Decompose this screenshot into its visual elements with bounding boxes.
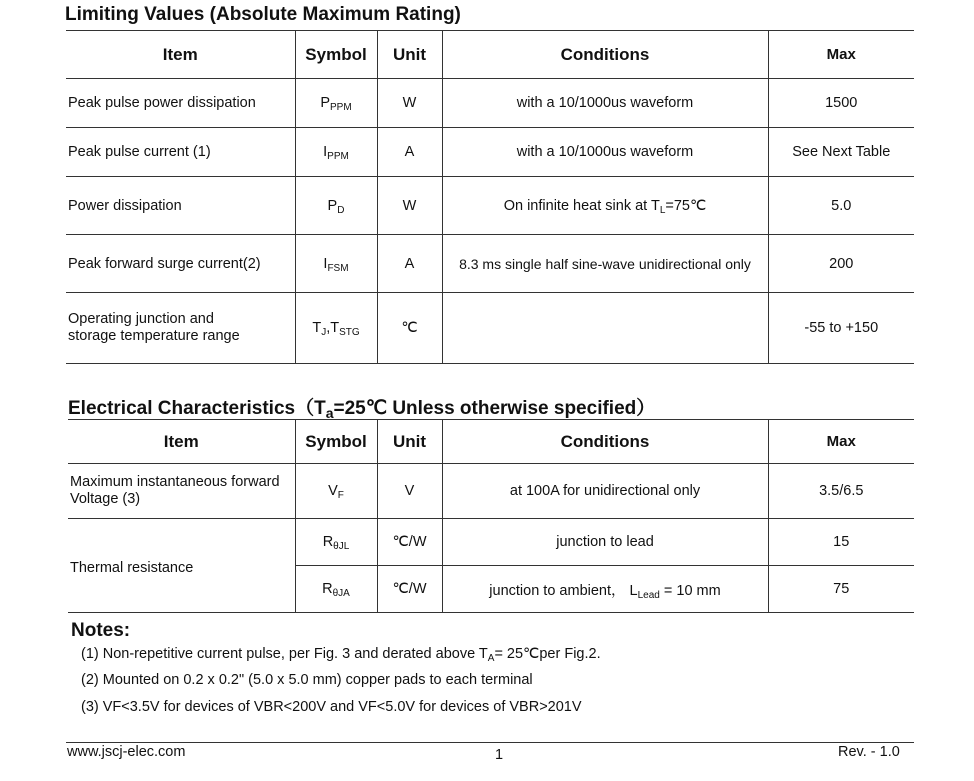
table-row (68, 519, 914, 566)
conditions-cell (442, 293, 768, 364)
symbol-cell: $P_D$ (295, 177, 377, 235)
item-cell: Maximum instantaneous forward Voltage (3) (70, 474, 280, 507)
max-cell: -55 to +150 (768, 293, 914, 364)
max-cell: 5.0 (768, 177, 914, 235)
limiting-table (66, 30, 914, 364)
unit-cell: ℃/W (377, 519, 442, 566)
unit-cell: W (377, 177, 442, 235)
limiting-title: Limiting Values (Absolute Maximum Rating) (65, 4, 461, 25)
col-header-conditions: Conditions (442, 420, 768, 464)
footer-rule (66, 742, 914, 743)
note-2: (2) Mounted on 0.2 x 0.2" (5.0 x 5.0 mm) copper pads to each terminal (81, 672, 533, 688)
item-cell: Thermal resistance (70, 559, 194, 576)
symbol-cell: $I_{FSM}$ (295, 235, 377, 293)
symbol-cell: $R_{\theta JL}$ (295, 519, 377, 566)
col-header-symbol: Symbol (295, 31, 377, 79)
conditions-cell: at 100A for unidirectional only (442, 464, 768, 519)
note-3: (3) VF<3.5V for devices of VBR<200V and VF<5.0V for devices of VBR>201V (81, 699, 582, 715)
electrical-table (68, 419, 914, 613)
col-header-symbol: Symbol (295, 420, 377, 464)
item-cell: Operating junction and storage temperature range (68, 311, 240, 344)
page-number: 1 (495, 747, 504, 763)
item-cell: Peak forward surge current(2) (68, 255, 261, 272)
table-row (66, 177, 914, 235)
col-header-item: Item (162, 44, 198, 64)
unit-cell: W (377, 79, 442, 128)
table-row (66, 293, 914, 364)
item-cell: Peak pulse current (1) (68, 144, 211, 160)
conditions-cell: junction to ambient， $L_{Lead} = 10$ mm (442, 566, 768, 613)
col-header-conditions: Conditions (442, 31, 768, 79)
table-row (66, 235, 914, 293)
max-cell: 3.5/6.5 (768, 464, 914, 519)
footer-website: www.jscj-elec.com (67, 744, 186, 760)
max-cell: See Next Table (768, 128, 914, 177)
col-header-unit: Unit (377, 31, 442, 79)
unit-cell: ℃ (377, 293, 442, 364)
conditions-cell: On infinite heat sink at $T_L=75℃$ (442, 177, 768, 235)
unit-cell: V (377, 464, 442, 519)
col-header-item: Item (163, 431, 199, 451)
max-cell: 15 (768, 519, 914, 566)
max-cell: 75 (768, 566, 914, 613)
symbol-cell: $R_{\theta JA}$ (295, 566, 377, 613)
item-cell: Power dissipation (68, 197, 182, 214)
symbol-cell: $T_J,T_{STG}$ (295, 293, 377, 364)
symbol-cell: $V_F$ (295, 464, 377, 519)
col-header-unit: Unit (377, 420, 442, 464)
conditions-cell: 8.3 ms single half sine-wave unidirectional only (442, 235, 768, 293)
table-row (68, 464, 914, 519)
conditions-cell: with a 10/1000us waveform (442, 128, 768, 177)
note-1: (1) Non-repetitive current pulse, per Fig. 3 and derated above $T_A=$ 25℃per Fig.2. (81, 646, 601, 664)
notes-title: Notes: (71, 620, 131, 641)
table-row (66, 79, 914, 128)
unit-cell: A (377, 235, 442, 293)
max-cell: 1500 (768, 79, 914, 128)
col-header-max: Max (768, 420, 914, 464)
unit-cell: A (377, 128, 442, 177)
max-cell: 200 (768, 235, 914, 293)
table-row (66, 128, 914, 177)
symbol-cell: $I_{PPM}$ (295, 128, 377, 177)
symbol-cell: $P_{PPM}$ (295, 79, 377, 128)
electrical-title: Electrical $Characteristics(T_a=25℃$ Unless otherwise specified） (68, 398, 656, 421)
item-cell: Peak pulse power dissipation (68, 95, 256, 111)
conditions-cell: junction to lead (442, 519, 768, 566)
conditions-cell: with a 10/1000us waveform (442, 79, 768, 128)
col-header-max: Max (768, 31, 914, 79)
unit-cell: ℃/W (377, 566, 442, 613)
revision: Rev. - 1.0 (838, 744, 900, 760)
